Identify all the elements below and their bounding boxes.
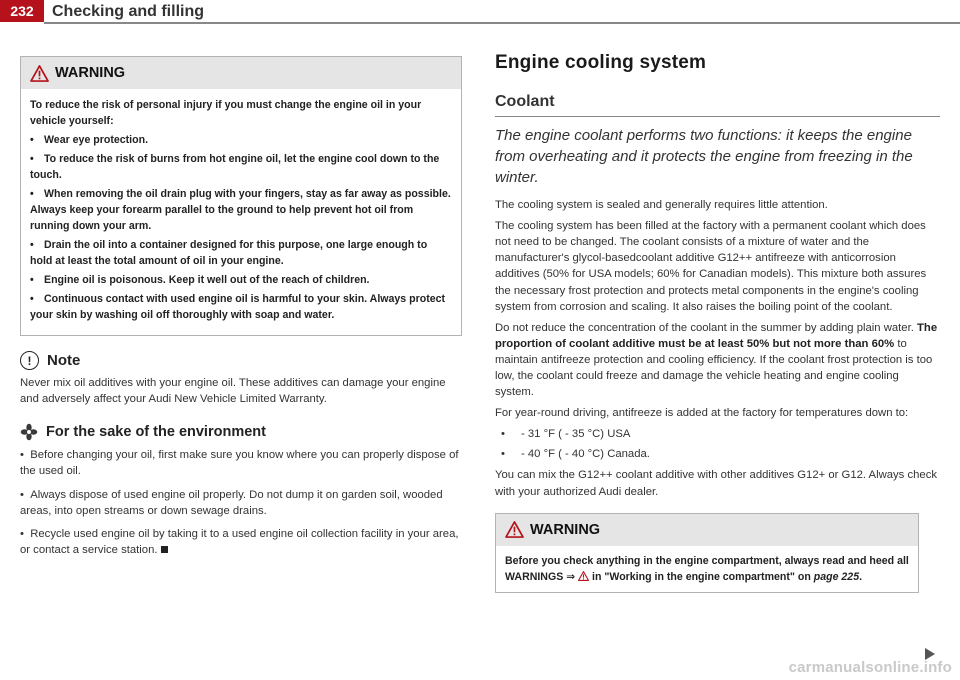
warning-header — [21, 57, 461, 89]
environment-flower-icon — [20, 423, 38, 441]
note-text: Never mix oil additives with your engine oil. These additives can damage your engine and adversely affect your Audi New Vehicle Limited Warranty. — [20, 377, 446, 405]
warning-title: WARNING — [530, 521, 601, 538]
right-column — [495, 52, 940, 593]
warning-item: • Drain the oil into a container designed for this purpose, one large enough to hold at least the total amount of oil in your engine. — [30, 239, 428, 267]
page-reference-link[interactable]: page 225 — [813, 570, 860, 583]
note-header — [20, 351, 462, 370]
environment-item: • Before changing your oil, first make sure you know where you can properly dispose of the used oil. — [20, 449, 459, 478]
environment-header — [20, 423, 462, 441]
coolant-body — [495, 197, 940, 500]
oil-warning-box — [20, 56, 462, 336]
warning-body — [21, 89, 461, 335]
engine-cooling-heading: Engine cooling system — [495, 52, 707, 73]
environment-title: For the sake of the environment — [46, 424, 266, 440]
lead-paragraph: The engine coolant performs two functions: it keeps the engine from overheating and it protects the engine from freezing in the winter. — [495, 127, 913, 186]
reference-arrow: ⇒ — [566, 570, 576, 583]
left-column — [20, 56, 462, 566]
warning-triangle-icon — [505, 521, 524, 538]
environment-item: • Always dispose of used engine oil properly. Do not dump it on garden soil, wooded areas, into open streams or down sewage drains. — [20, 488, 443, 517]
warning-item: • Wear eye protection. — [30, 134, 149, 146]
end-of-section-mark — [161, 546, 168, 553]
temperature-item: • - 40 °F ( - 40 °C) Canada. — [501, 448, 650, 461]
subheading-rule — [495, 116, 940, 117]
warning-item: • When removing the oil drain plug with your fingers, stay as far away as possible. Always keep your forearm parallel to the ground to help prevent hot oil from running down your arm. — [30, 188, 451, 232]
warning-item: • Engine oil is poisonous. Keep it well out of the reach of children. — [30, 274, 370, 286]
coolant-paragraph: For year-round driving, antifreeze is added at the factory for temperatures down to: — [495, 407, 909, 420]
environment-item: • Recycle used engine oil by taking it to a used engine oil collection facility in your area, or contact a service station. — [20, 528, 459, 557]
warning-triangle-icon — [578, 571, 589, 581]
coolant-paragraph: You can mix the G12++ coolant additive with other additives G12+ or G12. Always check with your authorized Audi dealer. — [495, 469, 937, 498]
header-rule — [44, 22, 960, 24]
warning-header — [496, 514, 918, 546]
warning-body: Before you check anything in the engine compartment, always read and heed all WARNINGS ⇒ in "Working in the engine compartment" on page 225. — [505, 554, 909, 583]
temperature-item: • - 31 °F ( - 35 °C) USA — [501, 428, 631, 441]
coolant-paragraph: The cooling system is sealed and generally requires little attention. — [495, 199, 828, 211]
warning-title: WARNING — [55, 65, 126, 81]
note-title: Note — [47, 352, 81, 369]
coolant-paragraph: Do not reduce the concentration of the coolant in the summer by adding plain water. The proportion of coolant additive must be at least 50% but not more than 60% to maintain antifreeze protection and cooling efficiency. If the coolant frost protection is too low, the coolant could freeze and damage the vehicle heating and engine cooling system. — [495, 321, 938, 399]
coolant-subheading: Coolant — [495, 93, 555, 110]
coolant-ratio-emphasis: The proportion of coolant additive must be at least 50% but not more than 60% — [495, 321, 938, 350]
note-exclamation-icon: ! — [20, 351, 39, 370]
engine-compartment-warning-box — [495, 513, 919, 593]
warning-item: • To reduce the risk of burns from hot engine oil, let the engine cool down to the touch. — [30, 153, 440, 181]
environment-body — [20, 447, 460, 559]
warning-triangle-icon — [30, 65, 49, 82]
coolant-paragraph: The cooling system has been filled at the factory with a permanent coolant which does not need to be changed. The coolant consists of a mixture of water and the manufacturer's glycol-basedcoolant additive G12++ antifreeze with anticorrosion additives (50% for USA models; 60% for Canadian models). This mixture both assures the necessary frost protection and protects metal components in the engine's cooling system from corrosion and scaling. It also raises the boiling point of the coolant. — [495, 219, 927, 313]
section-title: Checking and filling — [52, 3, 205, 20]
warning-item: • Continuous contact with used engine oil is harmful to your skin. Always protect your skin by washing oil off thoroughly with soap and water. — [30, 293, 446, 321]
page-number: 232 — [0, 0, 44, 22]
warning-intro: To reduce the risk of personal injury if you must change the engine oil in your vehicle yourself: — [30, 99, 422, 127]
watermark: carmanualsonline.info — [788, 659, 952, 676]
